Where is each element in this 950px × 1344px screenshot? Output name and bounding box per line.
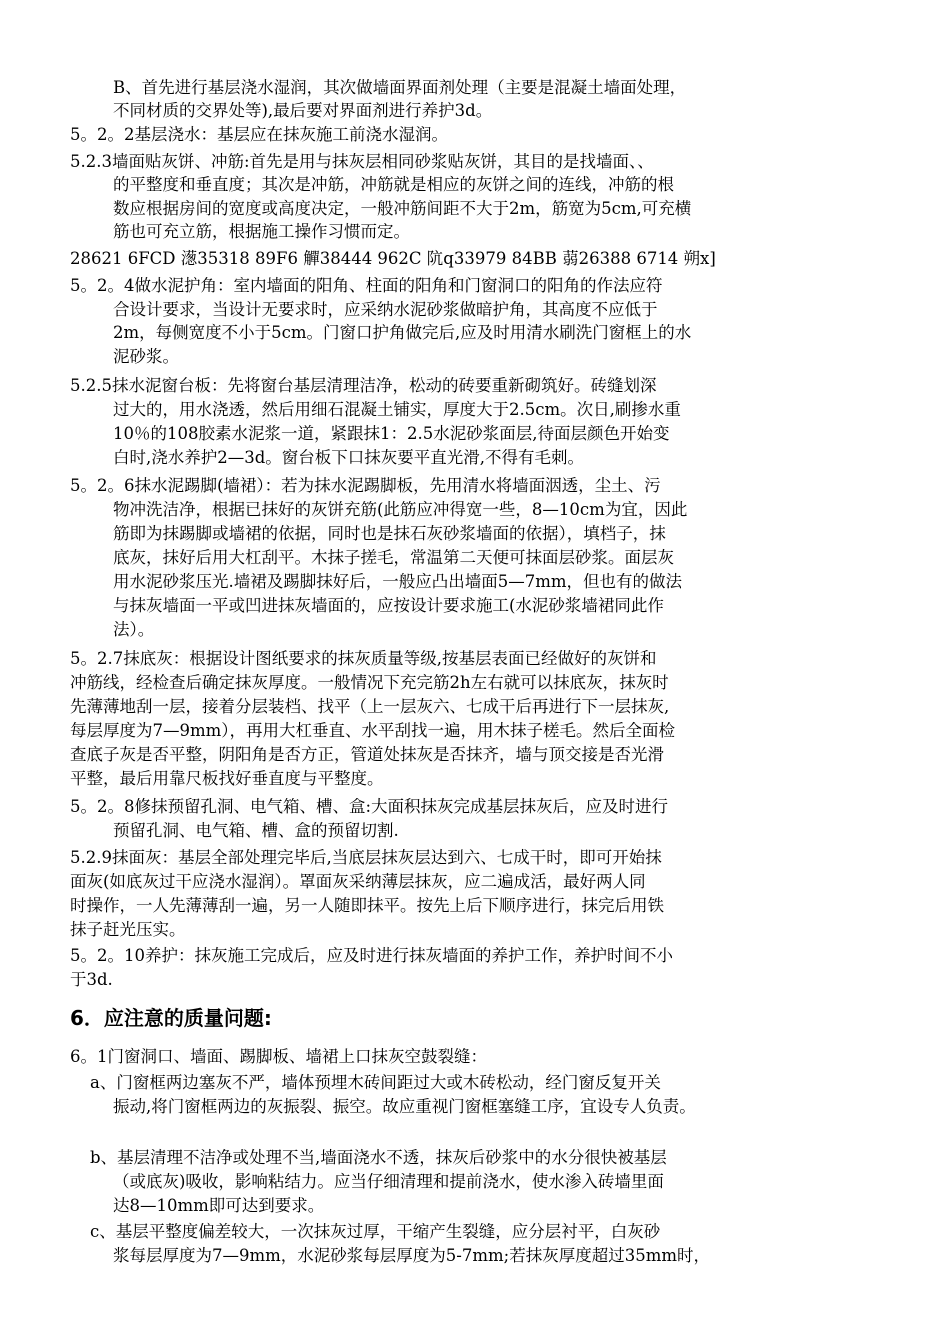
- item-b-line-3: 达8—10mm即可达到要求。: [113, 1196, 325, 1215]
- paragraph-5-2-7-line-3: 先薄薄地刮一层，接着分层装档、找平（上一层灰六、七成干后再进行下一层抹灰,: [70, 697, 670, 716]
- item-a-line-1: a、门窗框两边塞灰不严，墙体预埋木砖间距过大或木砖松动，经门窗反复开关: [90, 1073, 661, 1092]
- paragraph-5-2-5-line-3: 10％的108胶素水泥浆一道，紧跟抹1：2.5水泥砂浆面层,待面层颜色开始变: [113, 424, 670, 443]
- paragraph-5-2-3-line-2: 的平整度和垂直度；其次是冲筋，冲筋就是相应的灰饼之间的连线，冲筋的根: [113, 175, 674, 194]
- paragraph-5-2-4-line-3: 2m，每侧宽度不小于5cm。门窗口护角做完后,应及时用清水刷洗门窗框上的水: [113, 323, 692, 342]
- paragraph-5-2-6-line-7: 法）。: [113, 620, 155, 639]
- paragraph-5-2-5-line-1: 5.2.5抹水泥窗台板：先将窗台基层清理洁净，松动的砖要重新砌筑好。砖缝划深: [70, 376, 657, 395]
- paragraph-5-2-4-line-4: 泥砂浆。: [113, 347, 179, 366]
- code-line: 28621 6FCD 濍35318 89F6 觶38444 962C 阬q33979 84BB 蒻26388 6714 朔x]: [70, 249, 716, 268]
- paragraph-5-2-3-line-4: 筋也可充立筋，根据施工操作习惯而定。: [113, 222, 410, 241]
- paragraph-5-2-3-line-3: 数应根据房间的宽度或高度决定，一般冲筋间距不大于2m，筋宽为5cm,可充横: [113, 199, 692, 218]
- item-c-line-1: c、基层平整度偏差较大，一次抹灰过厚，干缩产生裂缝，应分层衬平，白灰砂: [90, 1222, 661, 1241]
- paragraph-5-2-6-line-6: 与抹灰墙面一平或凹进抹灰墙面的，应按设计要求施工(水泥砂浆墙裙同此作: [113, 596, 664, 615]
- paragraph-5-2-7-line-2: 冲筋线，经检查后确定抹灰厚度。一般情况下充完筋2h左右就可以抹底灰，抹灰时: [70, 673, 669, 692]
- paragraph-5-2-6-line-1: 5。2。6抹水泥踢脚(墙裙）：若为抹水泥踢脚板，先用清水将墙面洇透，尘土、污: [70, 476, 661, 495]
- item-c-line-2: 浆每层厚度为7—9mm，水泥砂浆每层厚度为5-7mm;若抹灰厚度超过35mm时，: [113, 1246, 710, 1265]
- paragraph-5-2-9-line-4: 抹子赶光压实。: [70, 920, 186, 939]
- paragraph-5-2-10-line-2: 于3d.: [70, 970, 113, 989]
- paragraph-5-2-6-line-5: 用水泥砂浆压光.墙裙及踢脚抹好后，一般应凸出墙面5—7mm，但也有的做法: [113, 572, 683, 591]
- paragraph-5-2-7-line-5: 查底子灰是否平整，阴阳角是否方正，管道处抹灰是否抹齐，墙与顶交接是否光滑: [70, 745, 664, 764]
- paragraph-5-2-6-line-4: 底灰，抹好后用大杠刮平。木抹子搓毛，常温第二天便可抹面层砂浆。面层灰: [113, 548, 674, 567]
- paragraph-5-2-5-line-2: 过大的，用水浇透，然后用细石混凝土铺实，厚度大于2.5cm。次日,刷掺水重: [113, 400, 681, 419]
- paragraph-5-2-8-line-1: 5。2。8修抹预留孔洞、电气箱、槽、盒:大面积抹灰完成基层抹灰后，应及时进行: [70, 797, 669, 816]
- paragraph-5-2-4-line-2: 合设计要求，当设计无要求时，应采纳水泥砂浆做暗护角，其高度不应低于: [113, 300, 658, 319]
- section-heading: 6．应注意的质量问题:: [70, 1006, 272, 1030]
- paragraph-5-2-7-line-1: 5。2.7抹底灰：根据设计图纸要求的抹灰质量等级,按基层表面已经做好的灰饼和: [70, 649, 657, 668]
- paragraph-5-2-10-line-1: 5。2。10养护：抹灰施工完成后，应及时进行抹灰墙面的养护工作，养护时间不小: [70, 946, 673, 965]
- paragraph-5-2-9-line-2: 面灰(如底灰过干应浇水湿润）。罩面灰采纳薄层抹灰，应二遍成活，最好两人同: [70, 872, 646, 891]
- paragraph-5-2-3-line-1: 5.2.3墙面贴灰饼、冲筋:首先是用与抹灰层相同砂浆贴灰饼，其目的是找墙面、、: [70, 152, 654, 171]
- paragraph-5-2-9-line-3: 时操作，一人先薄薄刮一遍，另一人随即抹平。按先上后下顺序进行，抹完后用铁: [70, 896, 664, 915]
- paragraph-5-2-6-line-2: 物冲洗洁净，根据已抹好的灰饼充筋(此筋应冲得宽一些，8—10cm为宜，因此: [113, 500, 688, 519]
- paragraph-5-2-9-line-1: 5.2.9抹面灰：基层全部处理完毕后,当底层抹灰层达到六、七成干时，即可开始抹: [70, 848, 662, 867]
- item-b-line-2: （或底灰)吸收，影响粘结力。应当仔细清理和提前浇水，使水渗入砖墙里面: [113, 1172, 664, 1191]
- paragraph-5-2-8-line-2: 预留孔洞、电气箱、槽、盒的预留切割.: [113, 821, 399, 840]
- paragraph-5-2-7-line-6: 平整，最后用靠尺板找好垂直度与平整度。: [70, 769, 384, 788]
- paragraph-5-2-7-line-4: 每层厚度为7—9mm），再用大杠垂直、水平刮找一遍，用木抹子槎毛。然后全面检: [70, 721, 676, 740]
- paragraph-5-2-4-line-1: 5。2。4做水泥护角：室内墙面的阳角、柱面的阳角和门窗洞口的阳角的作法应符: [70, 276, 663, 295]
- paragraph-b-line-2: 不同材质的交界处等),最后要对界面剂进行养护3d。: [113, 101, 493, 120]
- item-b-line-1: b、基层清理不洁净或处理不当,墙面浇水不透，抹灰后砂浆中的水分很快被基层: [90, 1148, 667, 1167]
- paragraph-5-2-6-line-3: 筋即为抹踢脚或墙裙的依据，同时也是抹石灰砂浆墙面的依据），填档子，抹: [113, 524, 666, 543]
- paragraph-6-1-line-1: 6。1门窗洞口、墙面、踢脚板、墙裙上口抹灰空鼓裂缝：: [70, 1047, 487, 1066]
- paragraph-5-2-2-line-1: 5。2。2基层浇水：基层应在抹灰施工前浇水湿润。: [70, 125, 448, 144]
- item-a-line-2: 振动,将门窗框两边的灰振裂、振空。故应重视门窗框塞缝工序，宜设专人负责。: [113, 1097, 696, 1116]
- paragraph-5-2-5-line-4: 白时,浇水养护2—3d。窗台板下口抹灰要平直光滑,不得有毛刺。: [113, 448, 585, 467]
- paragraph-b-line-1: B、首先进行基层浇水湿润，其次做墙面界面剂处理（主要是混凝土墙面处理，: [113, 78, 687, 97]
